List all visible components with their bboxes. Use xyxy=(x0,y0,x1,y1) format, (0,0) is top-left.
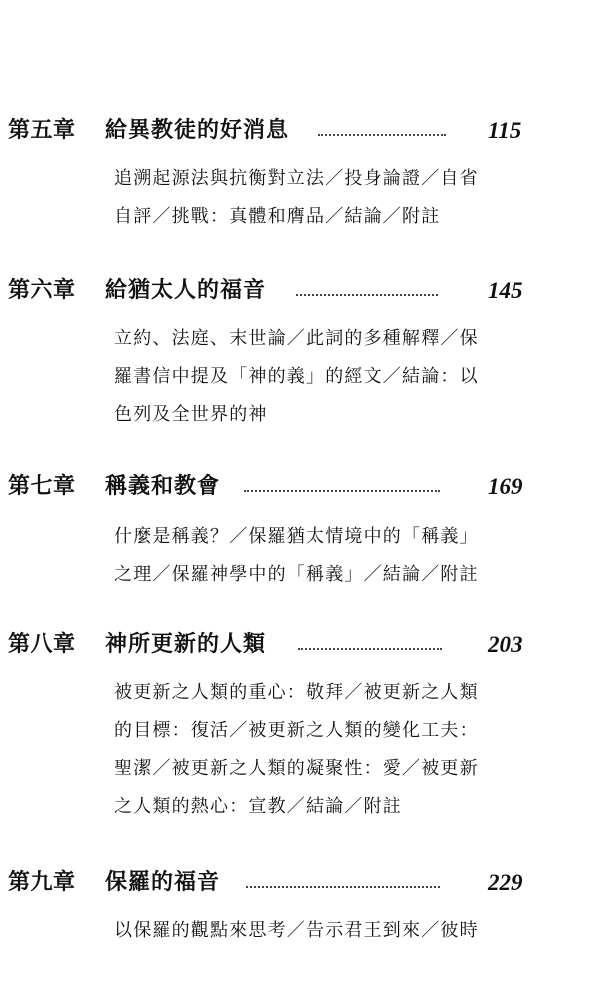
chapter-summary xyxy=(114,912,494,950)
summary-line: 之理／保羅神學中的「稱義」／結論／附註 xyxy=(114,564,479,585)
dot-leader xyxy=(244,490,440,492)
chapter-heading-row xyxy=(0,470,593,506)
chapter-title: 保羅的福音 xyxy=(105,870,221,895)
chapter-number: 第七章 xyxy=(8,474,76,499)
chapter-number: 第六章 xyxy=(8,278,76,303)
page-number: 203 xyxy=(488,632,523,657)
chapter-heading-row xyxy=(0,628,593,664)
summary-line: 羅書信中提及「神的義」的經文／結論：以 xyxy=(114,366,479,387)
summary-line: 聖潔／被更新之人類的凝聚性：愛／被更新 xyxy=(114,758,479,779)
chapter-title: 稱義和教會 xyxy=(105,474,221,499)
chapter-summary xyxy=(114,518,494,594)
summary-line: 什麼是稱義？／保羅猶太情境中的「稱義」 xyxy=(114,526,479,547)
summary-line: 自評／挑戰：真體和膺品／結論／附註 xyxy=(114,206,441,227)
summary-line: 之人類的熱心：宣教／結論／附註 xyxy=(114,796,402,817)
dot-leader xyxy=(246,886,440,888)
chapter-heading-row xyxy=(0,274,593,310)
chapter-number: 第五章 xyxy=(8,118,76,143)
summary-line: 的目標：復活／被更新之人類的變化工夫： xyxy=(114,720,479,741)
summary-line: 被更新之人類的重心：敬拜／被更新之人類 xyxy=(114,682,479,703)
summary-line: 追溯起源法與抗衡對立法／投身論證／自省 xyxy=(114,168,479,189)
dot-leader xyxy=(298,648,442,650)
chapter-heading-row xyxy=(0,114,593,150)
summary-line: 色列及全世界的神 xyxy=(114,404,268,425)
page-number: 145 xyxy=(488,278,523,303)
chapter-title: 神所更新的人類 xyxy=(105,632,267,657)
dot-leader xyxy=(296,294,438,296)
page-number: 115 xyxy=(488,118,522,143)
chapter-title: 給異教徒的好消息 xyxy=(105,118,290,143)
page-number: 229 xyxy=(488,870,523,895)
summary-line: 立約、法庭、末世論／此詞的多種解釋／保 xyxy=(114,328,479,349)
chapter-heading-row xyxy=(0,866,593,902)
chapter-number: 第九章 xyxy=(8,870,76,895)
dot-leader xyxy=(318,134,446,136)
chapter-summary xyxy=(114,674,494,826)
chapter-summary xyxy=(114,320,494,434)
chapter-summary xyxy=(114,160,494,236)
summary-line: 以保羅的觀點來思考／告示君王到來／彼時 xyxy=(114,920,479,941)
chapter-title: 給猶太人的福音 xyxy=(105,278,267,303)
chapter-number: 第八章 xyxy=(8,632,76,657)
page-number: 169 xyxy=(488,474,523,499)
